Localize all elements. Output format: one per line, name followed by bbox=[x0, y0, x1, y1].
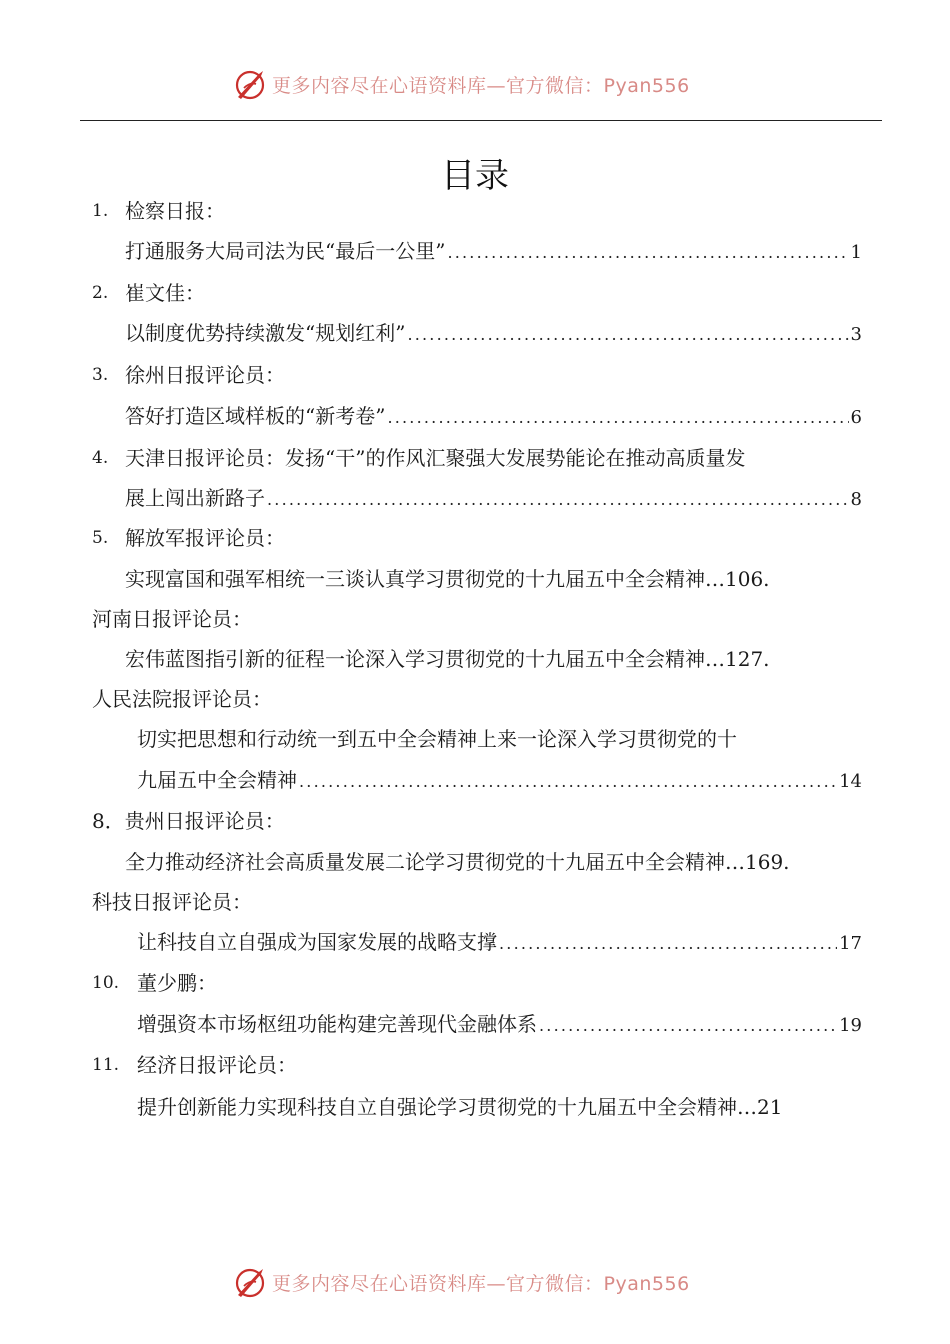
wechat-id: Pyan556 bbox=[603, 1272, 690, 1295]
toc-entry-8[interactable]: 全力推动经济社会高质量发展二论学习贯彻党的十九届五中全会精神…169. bbox=[125, 850, 790, 874]
toc-entry-10[interactable]: 增强资本市场枢纽功能构建完善现代金融体系 ..... 19 bbox=[137, 1009, 862, 1039]
toc-entry-3[interactable]: 答好打造区域样板的“新考卷” ..... 6 bbox=[125, 401, 862, 431]
toc-entry-1[interactable]: 打通服务大局司法为民“最后一公里” ..... 1 bbox=[125, 236, 862, 266]
toc-entry-6[interactable]: 宏伟蓝图指引新的征程一论深入学习贯彻党的十九届五中全会精神…127. bbox=[125, 647, 770, 671]
pen-logo-icon bbox=[232, 1264, 268, 1300]
banner-text: 更多内容尽在心语资料库—官方微信：Pyan556 bbox=[272, 74, 690, 97]
toc-heading-8: 8．贵州日报评论员： bbox=[92, 809, 285, 833]
toc-entry-11[interactable]: 提升创新能力实现科技自立自强论学习贯彻党的十九届五中全会精神…21 bbox=[137, 1095, 783, 1119]
wechat-id: Pyan556 bbox=[603, 74, 690, 97]
toc-entry-7[interactable]: 九届五中全会精神 ..... 14 bbox=[137, 765, 862, 795]
toc-heading-6: 河南日报评论员： bbox=[92, 607, 252, 631]
page-title: 目录 bbox=[441, 156, 509, 196]
banner-text: 更多内容尽在心语资料库—官方微信：Pyan556 bbox=[272, 1272, 690, 1295]
toc-entry-4[interactable]: 展上闯出新路子 ..... 8 bbox=[125, 483, 862, 513]
header-rule bbox=[80, 120, 882, 121]
toc-entry-5[interactable]: 实现富国和强军相统一三谈认真学习贯彻党的十九届五中全会精神…106. bbox=[125, 567, 770, 591]
toc-heading-9: 科技日报评论员： bbox=[92, 890, 252, 914]
toc-entry-9[interactable]: 让科技自立自强成为国家发展的战略支撑 ..... 17 bbox=[137, 927, 862, 957]
toc-entry-2[interactable]: 以制度优势持续激发“规划红利” ..... 3 bbox=[125, 318, 862, 348]
toc-entry-7-line1[interactable]: 切实把思想和行动统一到五中全会精神上来一论深入学习贯彻党的十 bbox=[137, 727, 737, 751]
footer-banner bbox=[0, 1260, 950, 1304]
pen-logo-icon bbox=[232, 66, 268, 102]
toc-heading-7: 人民法院报评论员： bbox=[92, 687, 272, 711]
header-banner bbox=[0, 62, 950, 106]
